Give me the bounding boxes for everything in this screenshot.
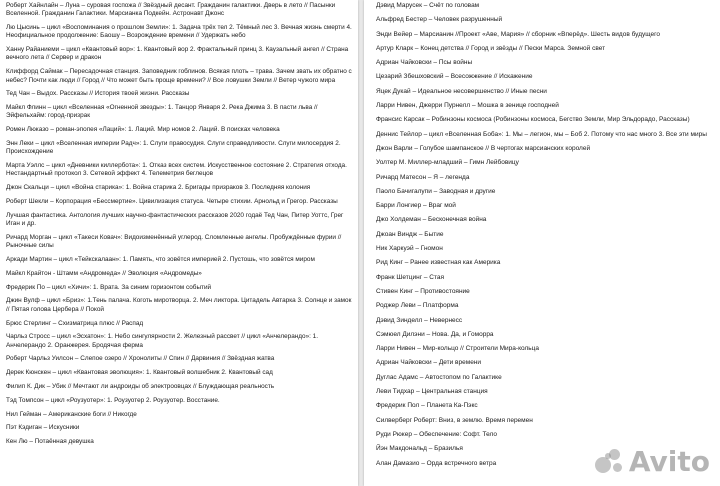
book-entry: Нил Гейман – Американские боги // Никогде xyxy=(6,410,137,418)
book-entry: Руди Рюкер – Обеспечение: Софт. Тело xyxy=(376,430,497,438)
book-entry: Энн Леки – цикл «Вселенная империи Радч»: 1. Слуги правосудия. Слуги справедливости. Слуги милосердия 2. Происхождение xyxy=(6,140,341,156)
book-entry: Джо Холдеман – Бесконечная война xyxy=(376,216,487,224)
book-entry: Роберт Шекли – Корпорация «Бессмертие». Цивилизация статуса. Четыре стихии. Арнольд и Грегор. Рассказы xyxy=(6,198,338,206)
book-list-right xyxy=(364,0,720,474)
book-entry: Стивен Кинг – Противостояние xyxy=(376,287,470,295)
book-entry: Чарльз Стросс – цикл «Эсхатон»: 1. Небо сингулярности 2. Железный рассвет // цикл «Анчелерандо»: 1. Анчелерандо 2. Оранжерея. Бродячая ферма xyxy=(6,333,319,349)
book-entry: Артур Кларк – Конец детства // Город и звёзды // Пески Марса. Земной свет xyxy=(376,44,606,52)
book-entry: Кен Лю – Потаённая девушка xyxy=(6,438,94,446)
book-entry: Аркади Мартин – цикл «Тейкскалаан»: 1. Память, что зовётся империей 2. Пустошь, что зовётся миром xyxy=(6,256,315,264)
book-entry: Цезарий Збешховский – Всесожжение // Искажение xyxy=(376,73,533,81)
book-entry: Тэд Томпсон – цикл «Роузуотер»: 1. Роузуотер 2. Роузуотер. Восстание. xyxy=(6,396,220,404)
book-entry: Альфред Бестер – Человек разрушенный xyxy=(376,16,503,24)
avito-watermark xyxy=(595,445,710,478)
book-entry: Майкл Флинн – цикл «Вселенная «Огненной звезды»: 1. Танцор Января 2. Река Джима 3. В пасти льва // Эйфельхайм: город-призрак xyxy=(6,104,318,120)
book-entry: Леви Тидхар – Центральная станция xyxy=(376,388,488,396)
book-list-left xyxy=(0,0,358,452)
book-entry: Джин Вулф – цикл «Бриз»: 1.Тень палача. Коготь миротворца. 2. Меч ликтора. Цитадель Автарка 3. Солнце и замок // Пятая голова Цербера // Покой xyxy=(6,297,352,313)
book-entry: Фредерик Пол – Планета Ка-Пэкс xyxy=(376,402,478,410)
watermark-text: Avito xyxy=(628,445,710,478)
book-entry: Деннис Тейлор – цикл «Вселенная Боба»: 1. Мы – легион, мы – Боб 2. Потому что нас много 3. Все эти миры xyxy=(376,130,707,138)
book-entry: Ларри Нивен, Джерри Пурнелл – Мошка в зенице господней xyxy=(376,102,559,110)
book-entry: Яцек Дукай – Идеальное несовершенство // Иные песни xyxy=(376,87,547,95)
book-entry: Дэвид Марусек – Счёт по головам xyxy=(376,2,480,9)
book-entry: Франк Шетцинг – Стая xyxy=(376,273,445,281)
document-page-right xyxy=(364,0,720,486)
book-entry: Фредерик По – цикл «Хичи»: 1. Врата. За синим горизонтом событий xyxy=(6,283,212,291)
avito-logo-icon xyxy=(595,449,625,475)
book-entry: Адриан Чайковски – Дети времени xyxy=(376,359,482,367)
book-entry: Марта Уэллс – цикл «Дневники киллербота»: 1. Отказ всех систем. Искусственное состояние 2. Стратегия отхода. Нестандартный протокол 3. Сетевой эффект 4. Телеметрия беглецов xyxy=(6,162,347,178)
book-entry: Франсис Карсак – Робинзоны космоса (Робинзоны космоса, Бегство Земли, Мир Эльдорадо, Рассказы) xyxy=(376,116,690,124)
book-entry: Ромен Люказо – роман-эпопея «Лаций»: 1. Лаций. Мир номов 2. Лаций. В поисках человека xyxy=(6,126,280,134)
book-entry: Лю Цысинь – цикл «Воспоминания о прошлом Земли»: 1. Задача трёх тел 2. Тёмный лес 3. Вечная жизнь смерти 4. Неофициальное продолжение: Баошу – Возрождение времени // Удержать небо xyxy=(6,24,352,40)
book-entry: Тед Чан – Выдох. Рассказы // История твоей жизни. Рассказы xyxy=(6,90,190,98)
document-page-left xyxy=(0,0,358,486)
book-entry: Дэвид Зинделл – Невернесс xyxy=(376,316,463,324)
book-entry: Рид Кинг – Ранее известная как Америка xyxy=(376,259,501,267)
book-entry: Роберт Хайнлайн – Луна – суровая госпожа // Звёздный десант. Гражданин галактики. Дверь в лето // Пасынки Вселенной. Гражданин Галактики. Марсианка Подкейн. Астронавт Джонс xyxy=(6,2,336,18)
book-entry: Джоан Виндж – Бытие xyxy=(376,230,444,238)
book-entry: Роберт Чарльз Уилсон – Слепое озеро // Хронолиты // Спин // Дарвиния // Звёздная жатва xyxy=(6,355,275,363)
book-entry: Лучшая фантастика. Антология лучших научно-фантастических рассказов 2020 годаё Тед Чан, Питер Уоттс, Грег Иган и др. xyxy=(6,211,344,228)
book-entry: Алан Дамазио – Орда встречного ветра xyxy=(376,459,497,467)
book-entry: Энди Вейер – Марсианин //Проект «Аве, Мария» // сборник «Вперёд». Шесть видов будущего xyxy=(376,30,660,38)
book-entry: Сэмюел Дилэни – Нова. Да, и Гоморра xyxy=(376,330,494,338)
book-entry: Ларри Нивен – Мир-кольцо // Строители Мира-кольца xyxy=(376,345,539,353)
book-entry: Ричард Морган – цикл «Такеси Ковач»: Видоизменённый углерод. Сломленные ангелы. Пробуждённые фурии // Рыночные силы xyxy=(6,233,342,250)
book-entry: Йэн Макдональд – Бразилья xyxy=(376,445,463,453)
book-entry: Ричард Матесон – Я – легенда xyxy=(376,173,470,181)
book-entry: Брюс Стерлинг – Схизматрица плюс // Распад xyxy=(6,319,144,327)
book-entry: Майкл Крайтон - Штамм «Андромеда» // Эволюция «Андромеды» xyxy=(6,269,202,277)
book-entry: Джон Варли – Голубое шампанское // В чертогах марсианских королей xyxy=(376,144,591,152)
book-entry: Дуглас Адамс – Автостопом по Галактике xyxy=(376,373,502,381)
book-entry: Клиффорд Саймак – Пересадочная станция. Заповедник гоблинов. Всякая плоть – трава. Зачем звать их обратно с небес? Почти как люди // Город // Что может быть проще времени? // Все ловушки Земли // Ветер чужого мира xyxy=(6,68,352,84)
book-entry: Пэт Кэдиган – Искусники xyxy=(6,424,80,432)
book-entry: Уолтер М. Миллер-младший – Гимн Лейбовицу xyxy=(376,159,519,167)
book-entry: Джон Скальци – цикл «Война старика»: 1. Война старика 2. Бригады призраков 3. Последняя колония xyxy=(6,184,311,192)
book-entry: Дерек Кюнскен – цикл «Квантовая эволюция»: 1. Квантовый волшебник 2. Квантовый сад xyxy=(6,369,273,377)
book-entry: Филип К. Дик – Убик // Мечтают ли андроиды об электроовцах // Блуждающая реальность xyxy=(6,383,275,390)
book-entry: Адриан Чайковски – Псы войны xyxy=(376,59,473,67)
book-entry: Ник Харкуэй – Гномон xyxy=(376,245,443,253)
book-entry: Ханну Райаниеми – цикл «Квантовый вор»: 1. Квантовый вор 2. Фрактальный принц 3. Каузальный ангел // Страна вечного лета // Сервер и дракон xyxy=(6,46,349,62)
book-entry: Силверберг Роберт: Вниз, в землю. Время перемен xyxy=(376,416,533,424)
book-entry: Роджер Леви – Платформа xyxy=(376,302,459,310)
book-entry: Барри Лонгиер – Враг мой xyxy=(376,202,456,210)
book-entry: Паоло Бачигалупи – Заводная и другие xyxy=(376,187,496,195)
